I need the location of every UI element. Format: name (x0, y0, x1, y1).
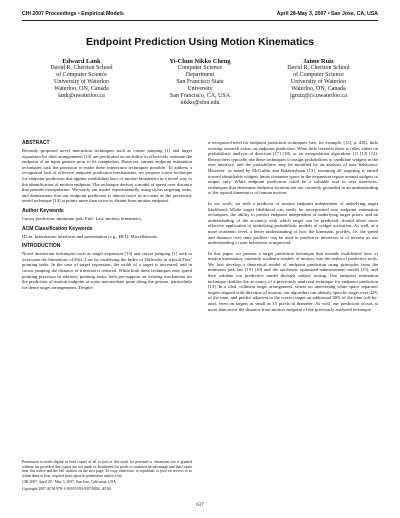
author-3 (287, 58, 349, 107)
author-name: Edward Lank (62, 58, 101, 65)
author-name: Jaime Ruiz (303, 58, 334, 65)
author-block (22, 58, 378, 107)
author-1 (50, 58, 112, 107)
copyright-line: Copyright 2007 ACM 978-1-59593-593-9/07/0004...$5.00. (22, 486, 112, 491)
author-name: Yi-Chun Nikko Cheng (169, 58, 231, 65)
author-affiliation: Computer Science (177, 65, 223, 71)
author-affiliation: University of Waterloo (53, 79, 110, 85)
author-email: nikko@sfsu.edu (180, 100, 220, 106)
keywords-heading: Author Keywords (22, 207, 64, 214)
body-paragraph: a recognized need for endpoint prediction techniques (see, for example, [13], p. 418), little existing research exists on endpoint prediction. What little research there is relies either on probabilistic analysis of direction [17] [18], or on extrapolation algorithms [1] [13] [12]. Researchers typically use these techniques to assign probabilities to candidate widgets in the user interface, and the probabilities may be modified by an analysis of user behaviour. However, as noted by McGuffin and Balakrishnan [13], assuming all targeting is aimed toward identifiable widgets limits container space in the expansion region around widgets to output only. While endpoint prediction could be a valuable tool in user interfaces, techniques that determine endpoint location are not currently grounded in an understanding of the typical kinematics of human motion. (208, 140, 378, 196)
keywords-text: Cursor prediction, minimum jerk, Fitts’ Law, motion, kinematics. (22, 215, 143, 221)
acm-heading: ACM Classification Keywords (22, 225, 93, 232)
header-left: CHI 2007 Proceedings • Empirical Models (22, 11, 124, 17)
author-affiliation: University (187, 86, 213, 92)
author-affiliation: David R. Cheriton School (287, 65, 350, 71)
introduction-text: Novel interaction techniques such as target expansion [13] and cursor jumping [1] seek to overcome the limitations of Fitts’ Law by modifying the Index of Difficulty in typical Fitts’ pointing tasks. In the case of target expansion, the width of a target is increased, and in cursor jumping the distance of traversal is reduced. While both these techniques may speed pointing precision in arbitrary pointing tasks, both pre-suppose an existing mechanism for the prediction of motion endpoint at some intermediate point along the gesture, particularly for dense target arrangements. Despite (22, 251, 192, 290)
author-email: lank@uwaterloo.ca (58, 93, 105, 99)
author-affiliation: of Computer Science (56, 72, 107, 78)
body-paragraph: In this paper, we present a target prediction technique that extends established laws of motion kinematics, currently academic models of motion, into the realm of predictive tools. We first develop a theoretical model of endpoint prediction using principles from the minimum jerk law [19] [10] and the stochastic optimized-submovement model [15], and then validate our predictive model through subject testing. Our endpoint estimation technique doubles the accuracy of a previously analyzed technique for endpoint prediction [13]. In a tiled, collinear target arrangement, where no intervening white space separates targets aligned with direction of motion, our algorithm can identify specific target over 42% of the time, and predict adjacent to the correct target an additional 39% of the time (off-by-one), even on targets as small as 15 pixels in diameter. As well, our prediction occurs at more than twice the distance from motion endpoint of the previously analyzed technique. (208, 250, 378, 312)
body-paragraph: In our work, we seek a predictor of motion endpoint independent of underlying target likelihood. While target likelihood can easily be incorporated into endpoint estimation techniques, the ability to predict endpoint independent of underlying target priors, and an understanding of the accuracy with which target can be predicted, should allow more effective application of underlying probabilistic models of widget activation. As well, at a more academic level, a better understanding of how the kinematic profiles, i.e. the speed and distance over time profiles, can be used in predictive interfaces is of interest as our understanding of user behaviour is improved. (208, 200, 378, 246)
page-number: 637 (196, 503, 204, 508)
author-affiliation: San Francisco State (176, 79, 224, 85)
header-rule (22, 20, 378, 21)
author-affiliation: Department (185, 72, 215, 78)
right-column (208, 140, 378, 314)
author-location: San Francisco, CA, USA (169, 93, 231, 99)
abstract-heading: ABSTRACT (22, 140, 50, 146)
body-columns (22, 140, 378, 314)
header-right: April 28-May 3, 2007 • San Jose, CA, USA (276, 11, 378, 17)
author-affiliation: of Computer Science (293, 72, 344, 78)
introduction-heading: INTRODUCTION (22, 243, 61, 250)
abstract-text: Recently proposed novel interaction techniques such as cursor jumping [1] and target expansion for tiled arrangements [13] are predicated on an ability to effectively estimate the endpoint of an input gesture prior to its completion. However, current endpoint estimation techniques lack the precision to make these interaction techniques possible. To address a recognized lack of effective endpoint prediction mechanisms, we propose a new technique for endpoint prediction that applies established laws of motion kinematics in a novel way to the identification of motion endpoint. The technique derives a model of speed over distance that permits extrapolation. We verify our model experimentally using stylus targeting tasks, and demonstrate that our endpoint prediction is almost twice as accurate as the previously tested technique [13] at points more than twice as distant from motion endpoint. (22, 148, 192, 204)
running-header (22, 8, 378, 20)
permission-notice: Permission to make digital or hard copies of all or part of this work for personal or classroom use is granted without fee provided that copies are not made or distributed for profit or commercial advantage and that copies bear this notice and the full citation on the first page. To copy otherwise, or republish, to post on servers or to redistribute to lists, requires prior specific permission and/or a fee. (22, 460, 192, 478)
acm-text: H5.m. Information interfaces and presentation (e.g., HCI): Miscellaneous. (22, 233, 159, 239)
copyright-footnote (22, 460, 192, 494)
paper-title: Endpoint Prediction Using Motion Kinematics (85, 36, 315, 48)
author-email: jgruiz@cs.uwaterloo.ca (290, 93, 347, 99)
left-column (22, 140, 192, 314)
author-affiliation: University of Waterloo (290, 79, 346, 85)
author-location: Waterloo, ON, Canada (291, 86, 346, 92)
author-2 (169, 58, 230, 107)
author-location: Waterloo, ON, Canada (54, 86, 109, 92)
author-affiliation: David R. Cheriton School (50, 65, 113, 71)
conference-line: CHI 2007, April 28 - May 3, 2007, San Jose, California, USA. (22, 480, 117, 485)
